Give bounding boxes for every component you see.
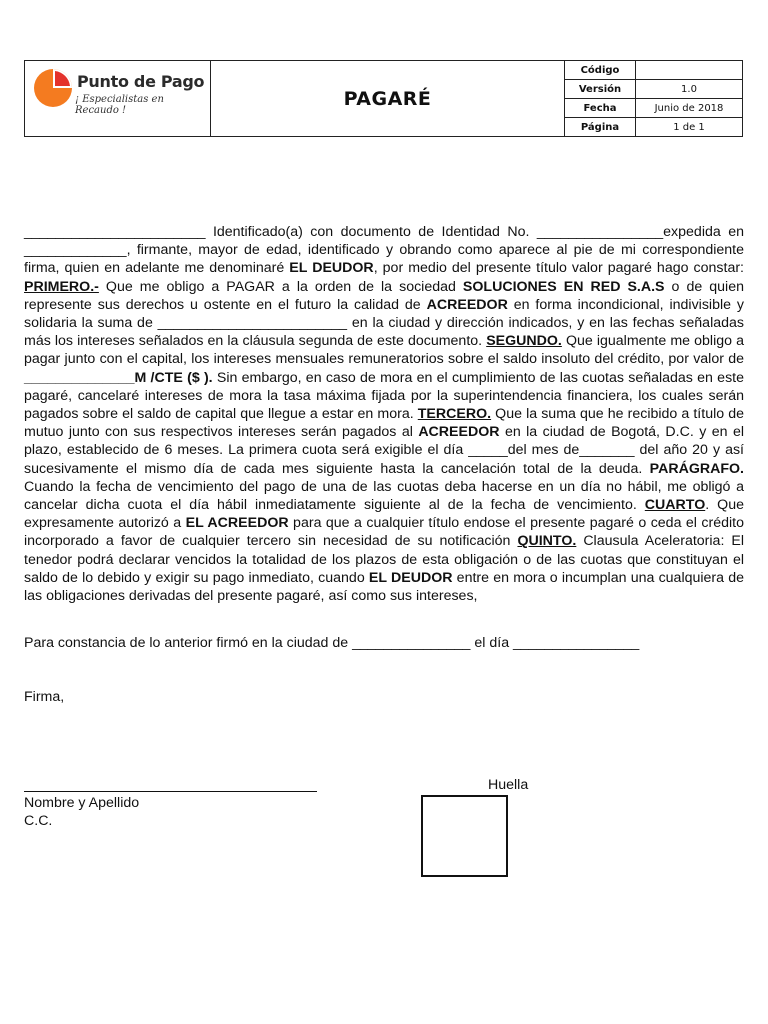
body-text-segment: para que a cualquier título endose el presente pagaré o ceda el crédito incorporado a favor de cualquier tercero sin necesidad de su notificación [24, 515, 744, 550]
clause-quinto: QUINTO. [517, 533, 577, 550]
body-text-segment: . Que expresamente autorizó a [24, 497, 744, 532]
clause-paragrafo: PARÁGRAFO. [649, 460, 744, 477]
body-text-segment: _______________________ Identificado(a) con documento de Identidad No. ________________expedida en _____________, firmante, mayor de edad, identificado y obrando como aparece al pie de mi correspondiente firma, quien en adelante me denominaré [24, 224, 744, 277]
term-el-deudor: EL DEUDOR [289, 260, 374, 277]
clause-cuarto: CUARTO [644, 497, 706, 514]
body-text-segment: Clausula Aceleratoria: El tenedor podrá declarar vencidos la totalidad de los plazos de esta obligación o de las cuotas que constituyan el saldo de lo debido y exigir su pago inmediato, cuando [24, 533, 744, 586]
body-text-segment: Que me obligo a PAGAR a la orden de la sociedad [98, 278, 463, 295]
meta-value-pagina: 1 de 1 [636, 118, 743, 137]
clause-tercero: TERCERO. [417, 406, 492, 423]
body-text-segment: entre en mora o incumplan una cualquiera de las obligaciones derivadas del presente pagaré, así como sus intereses, [24, 569, 745, 605]
cc-label: C.C. [24, 813, 53, 829]
term-acreedor: ACREEDOR [418, 424, 500, 441]
clause-primero: PRIMERO.- [24, 278, 99, 295]
meta-value-fecha: Junio de 2018 [636, 99, 743, 118]
body-text-segment: Que la suma que he recibido a título de mutuo junto con sus respectivos intereses serán pagados al [24, 406, 744, 441]
body-text-segment: Cuando la fecha de vencimiento del pago de una de las cuotas deba hacerse en un día no hábil, me obligó a cancelar dicha cuota el día hábil inmediatamente siguiente al de la fecha de vencimiento. [24, 478, 744, 514]
meta-value-codigo [636, 61, 743, 80]
signature-line [24, 791, 317, 792]
document-header [24, 60, 743, 137]
meta-label-version: Versión [565, 80, 636, 99]
body-text-segment: , por medio del presente título valor pagaré hago constar: [373, 260, 744, 277]
term-el-acreedor: EL ACREEDOR [185, 515, 289, 532]
logo-cell [25, 61, 211, 137]
body-text-segment: Sin embargo, en caso de mora en el cumplimiento de las cuotas señaladas en este pagaré, cancelaré intereses de mora la tasa máxima fijada por la superintendencia financiera, los cuales serán pagados sobre el saldo de capital que llegue a estar en mora. [24, 369, 744, 423]
logo-name: Punto de Pago [77, 71, 205, 91]
meta-label-fecha: Fecha [565, 99, 636, 118]
firma-label: Firma, [24, 689, 65, 705]
term-el-deudor: EL DEUDOR [368, 569, 453, 586]
logo-tagline: ¡ Especialistas en Recaudo ! [75, 93, 164, 116]
body-text-segment: Que igualmente me obligo a pagar junto con el capital, los intereses mensuales remuneratorios sobre el saldo insoluto del crédito, por valor de [24, 333, 744, 368]
huella-label: Huella [488, 777, 529, 793]
body-text-segment: en forma incondicional, indivisible y solidaria la suma de ________________________ en la ciudad y dirección indicados, y en las fechas señaladas más los intereses señalados en la cláusula segunda de este documento. [24, 296, 745, 350]
body-text-segment: o de quien represente sus derechos u ostente en el futuro la calidad de [24, 278, 744, 313]
clause-segundo: SEGUNDO. [486, 333, 562, 350]
document-title: PAGARÉ [211, 61, 565, 137]
punto-de-pago-logo-icon [33, 66, 77, 110]
meta-label-pagina: Página [565, 118, 636, 137]
body-text-segment: en la ciudad de Bogotá, D.C. y en el plazo, establecido de 6 meses. La primera cuota será exigible el día _____del mes de_______ del año 20 y así sucesivamente el mismo día de cada mes siguiente hasta la cancelación total de la deuda. [24, 424, 744, 477]
term-soluciones-en-red: SOLUCIONES EN RED S.A.S [462, 278, 665, 295]
meta-value-version: 1.0 [636, 80, 743, 99]
meta-label-codigo: Código [565, 61, 636, 80]
nombre-apellido-label: Nombre y Apellido [24, 795, 140, 811]
company-logo [25, 62, 210, 136]
constancia-line: Para constancia de lo anterior firmó en la ciudad de _______________ el día ________________ [24, 635, 640, 651]
pagare-body [24, 223, 744, 605]
amount-mcte: ______________M /CTE ($ ). [24, 369, 213, 386]
term-acreedor: ACREEDOR [426, 296, 508, 313]
fingerprint-box [421, 795, 508, 877]
